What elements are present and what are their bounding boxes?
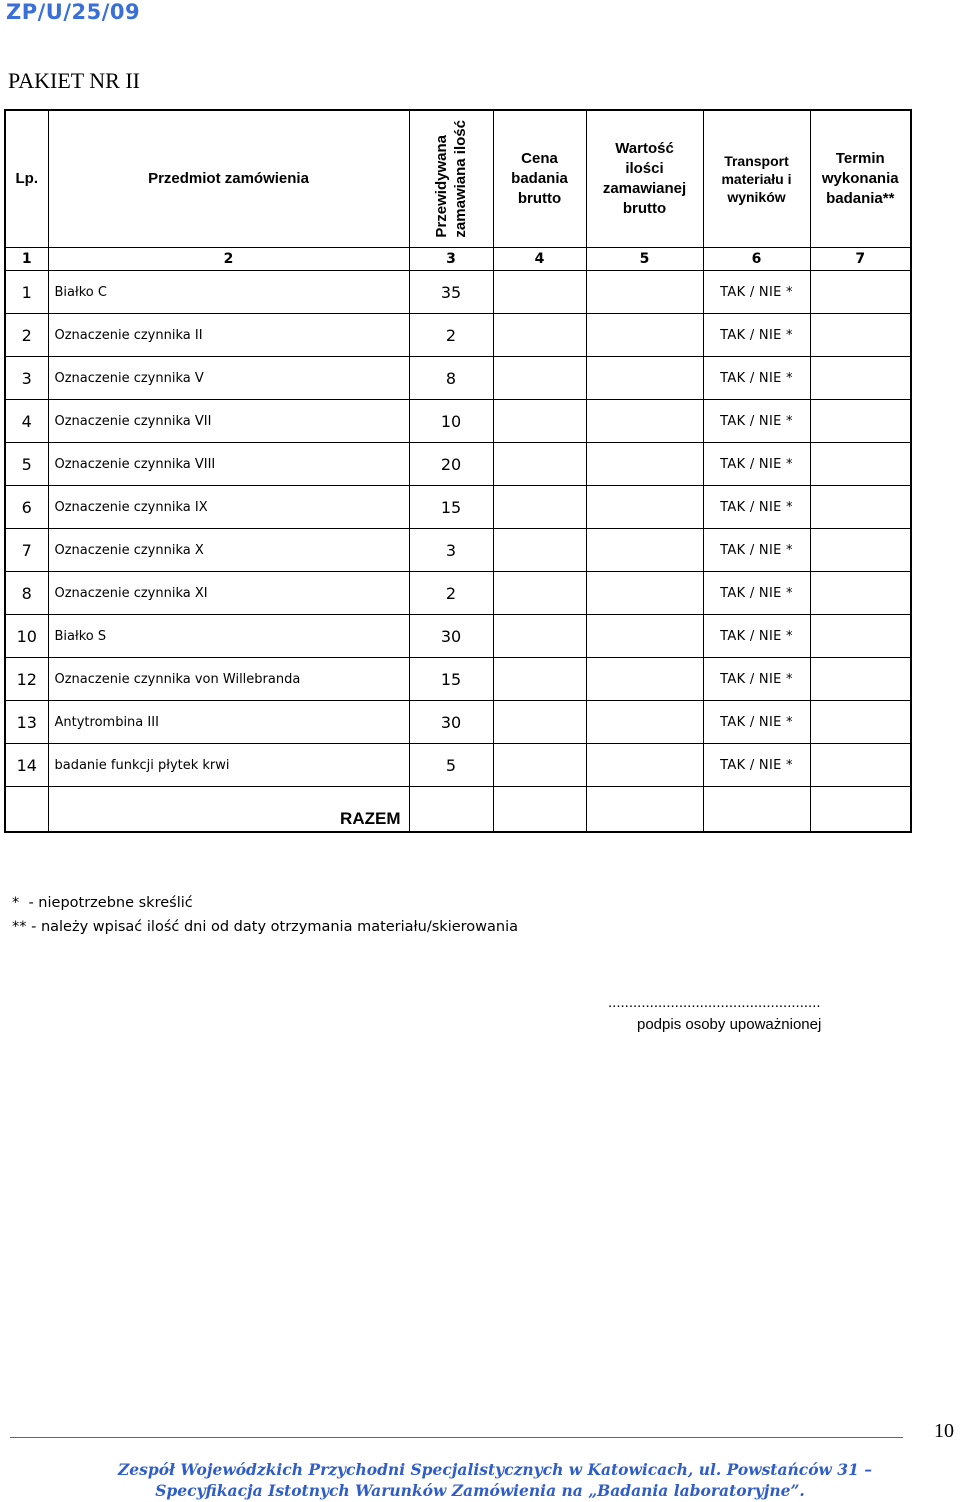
table-row [5, 400, 911, 443]
header-transport-line2: materiału i [721, 171, 792, 187]
header-quantity-line1: Przewidywana [433, 135, 450, 238]
row-value-cell[interactable] [586, 701, 703, 744]
table-row [5, 357, 911, 400]
row-quantity: 8 [409, 357, 493, 400]
table-header-row [5, 110, 911, 248]
header-transport-line3: wyników [727, 189, 786, 205]
row-name: Białko S [48, 615, 409, 658]
column-number: 1 [5, 248, 48, 271]
row-price-cell[interactable] [493, 658, 586, 701]
table-row [5, 486, 911, 529]
row-lp: 1 [5, 271, 48, 314]
header-price-line1: Cena [521, 150, 558, 167]
row-value-cell[interactable] [586, 529, 703, 572]
row-quantity: 30 [409, 615, 493, 658]
row-quantity: 35 [409, 271, 493, 314]
signature-line: ................................................... [608, 994, 821, 1011]
row-lp: 7 [5, 529, 48, 572]
row-value-cell[interactable] [586, 443, 703, 486]
footnote-2: ** - należy wpisać ilość dni od daty otrzymania materiału/skierowania [12, 919, 519, 935]
row-lp: 2 [5, 314, 48, 357]
header-term-line3: badania** [826, 190, 895, 207]
row-lp: 3 [5, 357, 48, 400]
column-number: 4 [493, 248, 586, 271]
header-price-line2: badania [511, 170, 568, 187]
row-transport[interactable]: TAK / NIE * [703, 572, 810, 615]
row-lp: 13 [5, 701, 48, 744]
row-value-cell[interactable] [586, 400, 703, 443]
table-body [5, 271, 911, 787]
footer-rule [10, 1437, 903, 1438]
row-price-cell[interactable] [493, 615, 586, 658]
row-term-cell[interactable] [810, 744, 911, 787]
header-value-line1: Wartość [615, 140, 674, 157]
total-qty-cell[interactable] [409, 787, 493, 833]
total-term-cell[interactable] [810, 787, 911, 833]
row-transport[interactable]: TAK / NIE * [703, 658, 810, 701]
row-name: Oznaczenie czynnika V [48, 357, 409, 400]
row-value-cell[interactable] [586, 486, 703, 529]
column-number-row [5, 248, 911, 271]
row-quantity: 3 [409, 529, 493, 572]
row-name: Oznaczenie czynnika von Willebranda [48, 658, 409, 701]
row-term-cell[interactable] [810, 615, 911, 658]
header-value-line2: ilości [625, 160, 664, 177]
row-transport[interactable]: TAK / NIE * [703, 701, 810, 744]
header-lp: Lp. [5, 110, 48, 248]
row-price-cell[interactable] [493, 357, 586, 400]
header-transport [703, 110, 810, 248]
row-name: Oznaczenie czynnika VIII [48, 443, 409, 486]
row-term-cell[interactable] [810, 314, 911, 357]
row-term-cell[interactable] [810, 357, 911, 400]
header-quantity-line2: zamawiana ilość [452, 120, 469, 238]
table-row [5, 529, 911, 572]
table-row [5, 615, 911, 658]
header-price [493, 110, 586, 248]
row-value-cell[interactable] [586, 357, 703, 400]
header-term-line1: Termin [835, 150, 885, 167]
row-quantity: 30 [409, 701, 493, 744]
row-transport[interactable]: TAK / NIE * [703, 615, 810, 658]
row-price-cell[interactable] [493, 314, 586, 357]
footnotes [12, 891, 518, 939]
row-price-cell[interactable] [493, 486, 586, 529]
row-name: Białko C [48, 271, 409, 314]
column-number: 2 [48, 248, 409, 271]
row-value-cell[interactable] [586, 314, 703, 357]
document-code: ZP/U/25/09 [6, 0, 141, 24]
total-label: RAZEM [48, 787, 409, 833]
order-table [4, 109, 912, 833]
page-number: 10 [934, 1420, 954, 1442]
table-row [5, 744, 911, 787]
row-transport[interactable]: TAK / NIE * [703, 443, 810, 486]
row-quantity: 5 [409, 744, 493, 787]
row-value-cell[interactable] [586, 744, 703, 787]
row-term-cell[interactable] [810, 701, 911, 744]
table-row [5, 701, 911, 744]
row-value-cell[interactable] [586, 615, 703, 658]
row-term-cell[interactable] [810, 572, 911, 615]
row-price-cell[interactable] [493, 529, 586, 572]
row-term-cell[interactable] [810, 658, 911, 701]
table-row [5, 658, 911, 701]
header-price-line3: brutto [517, 190, 562, 207]
row-price-cell[interactable] [493, 701, 586, 744]
row-price-cell[interactable] [493, 400, 586, 443]
header-term-line2: wykonania [821, 170, 899, 187]
row-lp: 4 [5, 400, 48, 443]
row-lp: 5 [5, 443, 48, 486]
row-price-cell[interactable] [493, 443, 586, 486]
total-lp-cell[interactable] [5, 787, 48, 833]
row-term-cell[interactable] [810, 486, 911, 529]
row-name: Oznaczenie czynnika XI [48, 572, 409, 615]
footer-line-2: Specyfikacja Istotnych Warunków Zamówienia na „Badania laboratoryjne”. [155, 1481, 805, 1500]
row-name: Antytrombina III [48, 701, 409, 744]
row-value-cell[interactable] [586, 572, 703, 615]
column-number: 6 [703, 248, 810, 271]
table-row [5, 572, 911, 615]
row-transport[interactable]: TAK / NIE * [703, 529, 810, 572]
row-name: badanie funkcji płytek krwi [48, 744, 409, 787]
row-term-cell[interactable] [810, 271, 911, 314]
row-transport[interactable]: TAK / NIE * [703, 314, 810, 357]
row-quantity: 10 [409, 400, 493, 443]
footer-line-1: Zespół Wojewódzkich Przychodni Specjalistycznych w Katowicach, ul. Powstańców 31 – [117, 1460, 873, 1479]
header-transport-line1: Transport [724, 153, 789, 169]
total-value-cell[interactable] [586, 787, 703, 833]
row-name: Oznaczenie czynnika II [48, 314, 409, 357]
row-quantity: 2 [409, 572, 493, 615]
row-transport[interactable]: TAK / NIE * [703, 744, 810, 787]
row-name: Oznaczenie czynnika X [48, 529, 409, 572]
row-name: Oznaczenie czynnika VII [48, 400, 409, 443]
row-price-cell[interactable] [493, 572, 586, 615]
row-lp: 10 [5, 615, 48, 658]
row-lp: 8 [5, 572, 48, 615]
total-price-cell[interactable] [493, 787, 586, 833]
header-value-line3: zamawianej [602, 180, 687, 197]
signature-label: podpis osoby upoważnionej [637, 1016, 822, 1033]
column-number: 7 [810, 248, 911, 271]
total-transport-cell[interactable] [703, 787, 810, 833]
row-price-cell[interactable] [493, 744, 586, 787]
footnote-1: * - niepotrzebne skreślić [12, 895, 193, 911]
row-lp: 14 [5, 744, 48, 787]
table-row [5, 271, 911, 314]
row-transport[interactable]: TAK / NIE * [703, 400, 810, 443]
row-term-cell[interactable] [810, 400, 911, 443]
table-row [5, 314, 911, 357]
row-term-cell[interactable] [810, 529, 911, 572]
row-term-cell[interactable] [810, 443, 911, 486]
row-value-cell[interactable] [586, 271, 703, 314]
header-quantity [409, 110, 493, 248]
header-value-line4: brutto [622, 200, 667, 217]
table-row [5, 443, 911, 486]
row-quantity: 2 [409, 314, 493, 357]
signature-block [608, 992, 821, 1036]
column-number: 3 [409, 248, 493, 271]
row-price-cell[interactable] [493, 271, 586, 314]
row-lp: 12 [5, 658, 48, 701]
row-transport[interactable]: TAK / NIE * [703, 486, 810, 529]
row-name: Oznaczenie czynnika IX [48, 486, 409, 529]
row-transport[interactable]: TAK / NIE * [703, 271, 810, 314]
total-row [5, 787, 911, 833]
row-quantity: 15 [409, 658, 493, 701]
header-subject: Przedmiot zamówienia [48, 110, 409, 248]
row-value-cell[interactable] [586, 658, 703, 701]
header-value [586, 110, 703, 248]
row-transport[interactable]: TAK / NIE * [703, 357, 810, 400]
package-title: PAKIET NR II [8, 68, 141, 93]
row-lp: 6 [5, 486, 48, 529]
header-term [810, 110, 911, 248]
row-quantity: 15 [409, 486, 493, 529]
column-number: 5 [586, 248, 703, 271]
row-quantity: 20 [409, 443, 493, 486]
